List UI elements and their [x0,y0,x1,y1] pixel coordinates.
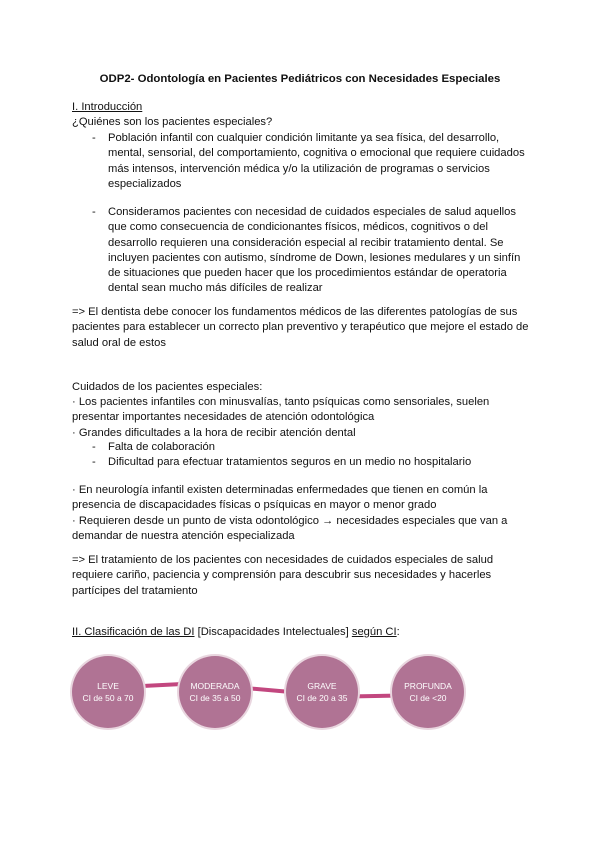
level-circle-grave [286,656,358,728]
heading-part: II. Clasificación de las DI [72,626,195,638]
section-heading-intro: I. Introducción [72,101,143,113]
level-name: MODERADA [190,681,240,691]
care-heading: Cuidados de los pacientes especiales: [72,381,263,393]
document-title: ODP2- Odontología en Pacientes Pediátricos con Necesidades Especiales [99,73,501,85]
section-heading-classification [72,625,400,640]
level-name: GRAVE [307,681,337,691]
heading-part: : [396,626,400,638]
list-item-text: Consideramos pacientes con necesidad de cuidados especiales de salud aquellos que como consecuencia de condicionantes físicos, médicos, cognitivos o del desarrollo requieren una consideración especial al recibir tratamiento dental. Se incluyen pacientes con autismo, síndrome de Down, lesiones medulares y un sinfín de situaciones que pueden hacer que los procedimientos estándar de operatoria dental sean mucho más difíciles de realizar [108,206,521,295]
heading-part: [Discapacidades Intelectuales] [194,626,352,638]
connector-line [248,686,288,693]
level-circle-leve [72,656,144,728]
level-range: CI de 20 a 35 [296,693,348,703]
level-range: CI de 35 a 50 [189,693,241,703]
connector-line [355,694,395,699]
level-name: PROFUNDA [404,681,452,691]
bullet-dash: - [92,441,96,453]
list-item-text: Dificultad para efectuar tratamientos seguros en un medio no hospitalario [108,456,472,468]
intro-conclusion: => El dentista debe conocer los fundamentos médicos de las diferentes patologías de sus pacientes para establecer un correcto plan preventivo y terapéutico que mejore el estado de salud oral de estos [72,306,529,349]
care-paragraph-2: · En neurología infantil existen determinadas enfermedades que tienen en común la presencia de discapacidades físicas o psíquicas en mayor o menor grado · Requieren desde un punto de vista odontológico → necesidades especiales que van a demandar de nuestra atención especializada [72,484,508,542]
bullet-dash: - [92,206,96,218]
level-range: CI de <20 [409,693,447,703]
level-range: CI de 50 a 70 [82,693,134,703]
list-item-text: Población infantil con cualquier condición limitante ya sea física, del desarrollo, mental, sensorial, del comportamiento, cognitiva o emocional que requiere cuidados más intensos, intervención médica y/o la utilización de programas o servicios especializados [108,132,525,190]
list-item-text: Falta de colaboración [108,441,215,453]
care-conclusion: => El tratamiento de los pacientes con necesidades de cuidados especiales de salud requiere cariño, paciencia y comprensión para descubrir sus necesidades y hacerles partícipes del tratamiento [72,554,494,597]
level-circle-profunda [392,656,464,728]
level-name: LEVE [97,681,119,691]
bullet-dash: - [92,456,96,468]
intro-question: ¿Quiénes son los pacientes especiales? [72,116,273,128]
bullet-dash: - [92,132,96,144]
heading-part: según CI [351,626,397,638]
care-paragraph-1: · Los pacientes infantiles con minusvalías, tanto psíquicas como sensoriales, suelen presentar importantes necesidades de atención odontológica · Grandes dificultades a la hora de recibir atención dental [72,396,490,439]
level-circle-moderada [179,656,251,728]
